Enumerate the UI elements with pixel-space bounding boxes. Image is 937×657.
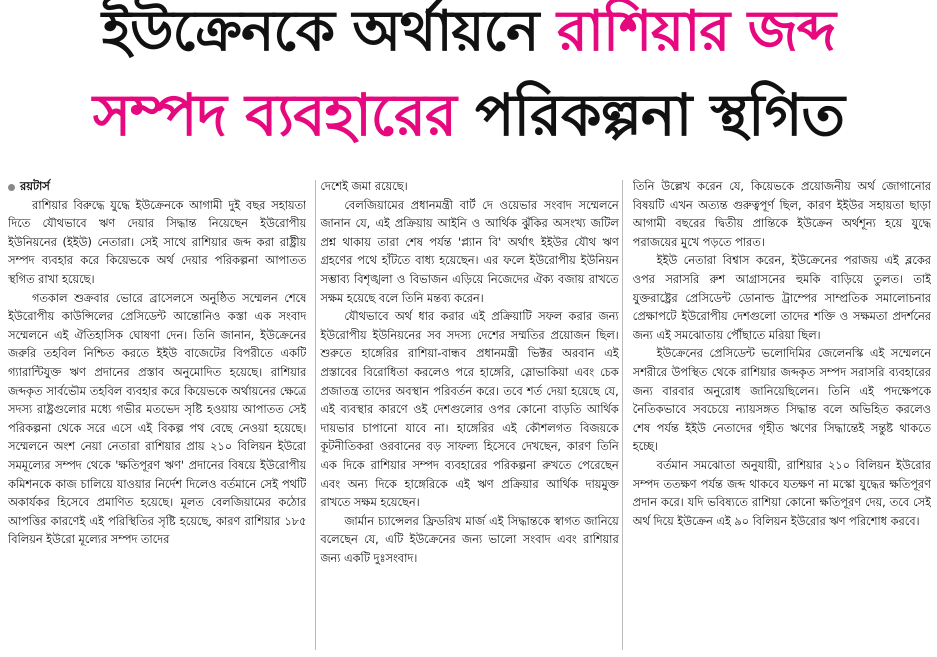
paragraph: গতকাল শুক্রবার ভোরে ব্রাসেলসে অনুষ্ঠিত সম্মেলন শেষে ইউরোপীয় কাউন্সিলের প্রেসিডেন্ট আন্তোনিও কস্তা এক সংবাদ সম্মেলনে এই ঐতিহাসিক ঘোষণা দেন। তিনি জানান, ইউক্রেনের জরুরি তহবিল নিশ্চিত করতে ইইউ বাজেটের বিপরীতে একটি গ্যারান্টিযুক্ত ঋণ প্রদানের প্রস্তাব অনুমোদিত হয়েছে। রাশিয়ার জব্দকৃত সার্বভৌম তহবিল ব্যবহার করে কিয়েভকে অর্থায়নের ক্ষেত্রে সদস্য রাষ্ট্রগুলোর মধ্যে গভীর মতভেদ সৃষ্টি হওয়ায় আপাতত সেই পরিকল্পনা থেকে সরে এসে এই বিকল্প পথ বেছে নেওয়া হয়েছে। সম্মেলনে অংশ নেয়া নেতারা রাশিয়ার প্রায় ২১০ বিলিয়ন ইউরো সমমূল্যের সম্পদ থেকে 'ক্ষতিপূরণ ঋণ' প্রদানের বিষয়ে ইউরোপীয় কমিশনকে কাজ চালিয়ে যাওয়ার নির্দেশ দিলেও বর্তমানে সেই পথটি অকার্যকর হিসেবে প্রমাণিত হয়েছে। মূলত বেলজিয়ামের কঠোর আপত্তির কারণেই এই পরিস্থিতির সৃষ্টি হয়েছে, কারণ রাশিয়ার ১৮৫ বিলিয়ন ইউরো মূল্যের সম্পদ তাদের [8,291,307,547]
article-body [8,178,931,654]
paragraph: বর্তমান সমঝোতা অনুযায়ী, রাশিয়ার ২১০ বিলিয়ন ইউরোর সম্পদ ততক্ষণ পর্যন্ত জব্দ থাকবে যতক্ষণ না মস্কো যুদ্ধের ক্ষতিপূরণ প্রদান করে। যদি ভবিষ্যতে রাশিয়া কোনো ক্ষতিপূরণ দেয়, তবে সেই অর্থ দিয়ে ইউক্রেন এই ৯০ বিলিয়ন ইউরোর ঋণ পরিশোধ করবে। [632,458,931,528]
headline-pink-text: রাশিয়ার জব্দ [556,0,836,64]
paragraph: ইইউ নেতারা বিশ্বাস করেন, ইউক্রেনের পরাজয় এই ব্লকের ওপর সরাসরি রুশ আগ্রাসনের হুমকি বাড়িয়ে তুলত। তাই যুক্তরাষ্ট্রের প্রেসিডেন্ট ডোনাল্ড ট্রাম্পের সাম্প্রতিক সমালোচনার প্রেক্ষাপটে ইউরোপীয় দেশগুলো তাদের শক্তি ও সক্ষমতা প্রদর্শনের জন্য এই সমঝোতায় পৌঁছাতে মরিয়া ছিল। [632,254,931,342]
headline-black-text: ইউক্রেনকে অর্থায়নে [101,0,557,64]
paragraph: বেলজিয়ামের প্রধানমন্ত্রী বার্ট দে ওয়েভার সংবাদ সম্মেলনে জানান যে, এই প্রক্রিয়ায় আইনি ও আর্থিক ঝুঁকির অসংখ্য জটিল প্রশ্ন থাকায় তারা শেষ পর্যন্ত 'প্ল্যান বি' অর্থাৎ ইইউর যৌথ ঋণ গ্রহণের পথে হাঁটতে বাধ্য হয়েছেন। এর ফলে ইউরোপীয় ইউনিয়ন সম্ভাব্য বিশৃঙ্খলা ও বিভাজন এড়িয়ে নিজেদের ঐক্য বজায় রাখতে সক্ষম হয়েছে বলে তিনি মন্তব্য করেন। [320,198,619,305]
headline-line-2 [0,81,937,149]
paragraph: যৌথভাবে অর্থ ধার করার এই প্রক্রিয়াটি সফল করার জন্য ইউরোপীয় ইউনিয়নের সব সদস্য দেশের সম্মতির প্রয়োজন ছিল। শুরুতে হাঙ্গেরির রাশিয়া-বান্ধব প্রধানমন্ত্রী ভিক্টর অরবান এই প্রস্তাবের বিরোধিতা করলেও পরে হাঙ্গেরি, স্লোভাকিয়া এবং চেক প্রজাতন্ত্র তাদের অবস্থান পরিবর্তন করে। তবে শর্ত দেয়া হয়েছে যে, এই ব্যবস্থার কারণে ওই দেশগুলোর ওপর কোনো বাড়তি আর্থিক দায়ভার চাপানো যাবে না। হাঙ্গেরির এই কৌশলগত বিজয়কে কূটনীতিকরা ওরবানের বড় সাফল্য হিসেবে দেখছেন, কারণ তিনি এক দিকে রাশিয়ার সম্পদ ব্যবহারের পরিকল্পনা রুখতে পেরেছেন এবং অন্য দিকে হাঙ্গেরিকে এই ঋণ প্রক্রিয়ার আর্থিক দায়মুক্ত রাখতে সক্ষম হয়েছেন। [320,310,619,510]
paragraph: দেশেই জমা রয়েছে। [320,180,408,193]
paragraph: ইউক্রেনের প্রেসিডেন্ট ভলোদিমির জেলেনস্কি এই সম্মেলনে সশরীরে উপস্থিত থেকে রাশিয়ার জব্দকৃত সম্পদ সরাসরি ব্যবহারের জন্য বারবার অনুরোধ জানিয়েছিলেন। তিনি এই পদক্ষেপকে নৈতিকভাবে সবচেয়ে ন্যায়সঙ্গত সিদ্ধান্ত বলে অভিহিত করলেও শেষ পর্যন্ত ইইউ নেতাদের গৃহীত ঋণের সিদ্ধান্তেই সন্তুষ্ট থাকতে হচ্ছে। [632,347,931,454]
paragraph: জার্মান চ্যান্সেলর ফ্রিডরিখ মার্জ এই সিদ্ধান্তকে স্বাগত জানিয়ে বলেছেন যে, এটি ইউক্রেনের জন্য ভালো সংবাদ এবং রাশিয়ার জন্য একটি দুঃসংবাদ। [320,514,619,565]
byline-text: রয়টার্স [20,180,50,193]
bullet-icon [8,184,15,191]
headline-pink-text-2: সম্পদ ব্যবহারের [92,81,476,149]
headline-black-text-2: পরিকল্পনা স্থগিত [475,81,845,149]
paragraph: রাশিয়ার বিরুদ্ধে যুদ্ধে ইউক্রেনকে আগামী দুই বছর সহায়তা দিতে যৌথভাবে ঋণ দেয়ার সিদ্ধান্ত নিয়েছেন ইউরোপীয় ইউনিয়নের (ইইউ) নেতারা। সেই সাথে রাশিয়ার জব্দ করা রাষ্ট্রীয় সম্পদ ব্যবহার করে কিয়েভকে অর্থ দেয়ার পরিকল্পনা আপাতত স্থগিত রাখা হয়েছে। [8,198,307,286]
paragraph: তিনি উল্লেখ করেন যে, কিয়েভকে প্রয়োজনীয় অর্থ জোগানোর বিষয়টি এখন অত্যন্ত গুরুত্বপূর্ণ ছিল, কারণ ইইউর সহায়তা ছাড়া আগামী বছরের দ্বিতীয় প্রান্তিকে ইউক্রেন অর্থশূন্য হয়ে যুদ্ধে পরাজয়ের মুখে পড়তে পারত। [632,180,931,249]
headline-line-1 [0,0,937,64]
byline [8,178,306,197]
article-column-1 [8,178,306,654]
article-column-2 [320,178,618,654]
article-column-3 [633,178,931,654]
